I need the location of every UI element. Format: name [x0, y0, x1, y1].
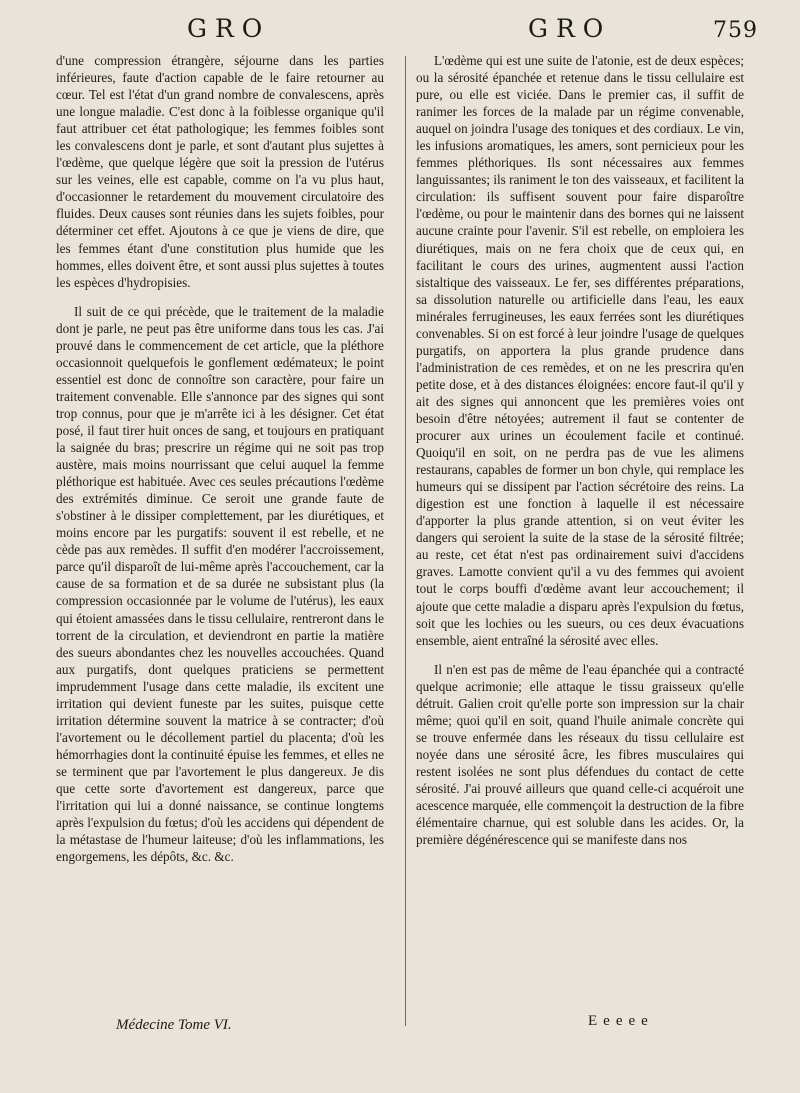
running-header-left: GRO — [187, 14, 271, 43]
right-column — [416, 52, 744, 848]
left-paragraph-2: Il suit de ce qui précède, que le traitement de la maladie dont je parle, ne peut pas être uniforme dans tous les cas. J'ai prouvé dans le commencement de cet article, que la pléthore occasionnoit quelquefois le gonflement œdémateux; le point essentiel est donc de connoître son caractère, pour faire un traitement convenable. Elle s'annonce par des signes qui sont trop connus, pour que je m'arrête ici à les désigner. Cet état posé, il faut tirer huit onces de sang, et toujours en pratiquant la saignée du bras; prescrire un régime qui ne soit pas trop austère, mais moins nourrissant que celui auquel la femme pléthorique est habituée. Avec ces seules précautions l'œdème des extrémités diminue. Ce seroit une grande faute de s'obstiner à le dissiper complettement, par les diurétiques, et moins encore par les purgatifs: souvent il est rebelle, et ne cède pas aux remèdes. Il suffit d'en modérer l'accroissement, parce qu'il disparoît de lui-même après l'accouchement, car la cause de sa formation et de sa durée ne subsistant plus (la compression occasionnée par le volume de l'utérus), les eaux qui étoient amassées dans le tissu cellulaire, rentreront dans le torrent de la circulation, et deviendront en partie la matière des sueurs abondantes chez les nouvelles accouchées. Quand aux purgatifs, dont quelques praticiens se permettent imprudemment l'usage dans cette maladie, ils excitent une irritation qui devient funeste par les suites, puisque cette irritation détermine souvent la matrice à se contracter; d'où l'avortement ou le décollement partiel du placenta; d'où les hémorrhagies dont la continuité épuise les femmes, et elles ne se terminent que par l'avortement le plus dangereux. Je dis que cette sorte d'avortement est dangereux, parce que l'irritation qui lui a donné naissance, se continue longtems après l'expulsion du fœtus; d'où les accidens qui dépendent de la métastase de l'humeur laiteuse; d'où les inflammations, les engorgemens, les dépôts, &c. &c. — [56, 303, 384, 865]
volume-footer: Médecine Tome VI. — [116, 1017, 232, 1033]
left-column — [56, 52, 384, 865]
right-paragraph-1: L'œdème qui est une suite de l'atonie, est de deux espèces; ou la sérosité épanchée et retenue dans le tissu cellulaire est pure, ou elle est viciée. Dans le premier cas, il suffit de ranimer les forces de la malade par un régime convenable, auquel on joindra l'usage des toniques et des cordiaux. Le vin, les infusions aromatiques, les amers, sont pernicieux pour les femmes pléthoriques. Ils sont nécessaires aux femmes languissantes; ils raniment le ton des vaisseaux, et facilitent la circulation: ils suffisent souvent pour faire disparoître l'œdème, ou pour le maintenir dans des bornes qui ne laissent aucune crainte pour l'avenir. S'il est rebelle, on emploiera les diurétiques, mais on ne fera choix que de ceux qui, en facilitant le cours des urines, augmentent aussi l'action sistaltique des vaisseaux. Le fer, ses différentes préparations, sa dissolution naturelle ou artificielle dans l'eau, les eaux minérales ferrugineuses, les eaux ferrées sont les diurétiques convenables. Si on est forcé à leur joindre l'usage de quelques purgatifs, on apportera la plus grande prudence dans l'administration de ces remèdes, et on ne les prescrira qu'en petite dose, et à des distances éloignées: encore faut-il qu'il y ait des signes qui annoncent que les premières voies ont besoin d'être nétoyées; autrement il faut se contenter de procurer aux urines un écoulement facile et continué. Quoiqu'il en soit, on ne perdra pas de vue les alimens restaurans, capables de former un bon chyle, qui remplace les humeurs qui se dissipent par l'action sécrétoire des reins. La digestion est une fonction à laquelle il est nécessaire d'apporter la plus grande attention, si on veut éviter les dangers qui seroient la suite de la stase de la sérosité filtrée; au reste, cet état n'est pas ordinairement suivi d'accidens graves. Lamotte convient qu'il a vu des femmes qui avoient tout le corps bouffi d'œdème avant leur accouchement; il ajoute que cette maladie a disparu après l'expulsion du fœtus, soit que les lochies ou les sueurs, ou ces deux évacuations ensemble, aient entraîné la sérosité avec elles. — [416, 53, 744, 648]
page-number: 759 — [713, 18, 758, 43]
running-header-right: GRO — [528, 14, 612, 43]
left-paragraph-1: d'une compression étrangère, séjourne dans les parties inférieures, faute d'action capable de le faire retourner au cœur. Tel est l'état d'un grand nombre de convalescens, après une longue maladie. C'est donc à la foiblesse organique qu'il faut attribuer cet état pathologique; les femmes foibles sont les convalescens dont je parle, et sont d'autant plus sujettes à l'œdème, que quelque légère que soit la pression de l'utérus sur les veines, elle est capable, comme on l'a vu plus haut, d'occasionner le retardement du mouvement circulatoire des fluides. Deux causes sont réunies dans les sujets foibles, pour déterminer cet effet. Ajoutons à ce que je viens de dire, que les femmes étant d'une constitution plus humide que les hommes, elles doivent être, et sont aussi plus sujettes à toutes les espèces d'hydropisies. — [56, 53, 384, 290]
right-paragraph-2: Il n'en est pas de même de l'eau épanchée qui a contracté quelque acrimonie; elle attaque le tissu graisseux qu'elle détruit. Galien croit qu'elle porte son impression sur la chair même; quoi qu'il en soit, quand l'huile animale concrète qui se trouve enfermée dans les réseaux du tissu cellulaire est noyée dans une sérosité âcre, les fibres musculaires qui restent isolées ne sont plus défendues du contact de cette sérosité. J'ai prouvé ailleurs que quand celle-ci acquéroit une acescence marquée, elle commençoit la destruction de la fibre élémentaire charnue, qui est soluble dans les acides. Or, la première dégénérescence qui se manifeste dans nos — [416, 661, 744, 848]
column-divider — [405, 56, 406, 1026]
signature-mark: Eeeee — [588, 1013, 654, 1029]
